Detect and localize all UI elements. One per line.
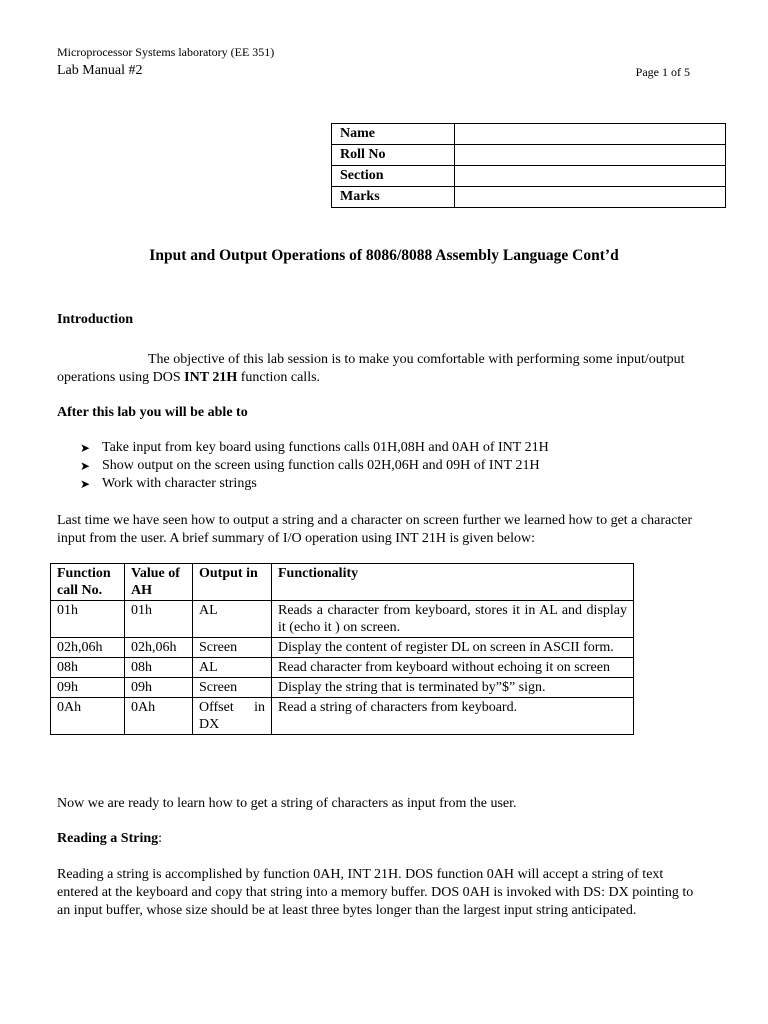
table-row <box>51 658 634 678</box>
list-item <box>80 439 549 457</box>
student-info-table <box>331 123 726 208</box>
table-row <box>51 601 634 638</box>
table-cell: 02h,06h <box>51 638 125 658</box>
page-number: Page 1 of 5 <box>635 65 690 79</box>
table-cell: Display the content of register DL on screen in ASCII form. <box>272 638 634 658</box>
info-row-marks <box>332 187 726 208</box>
table-cell: AL <box>193 601 272 638</box>
arrow-bullet-icon: ➤ <box>80 459 91 473</box>
table-cell: Read character from keyboard without echoing it on screen <box>272 658 634 678</box>
column-header: Function call No. <box>51 564 125 601</box>
info-row-section <box>332 166 726 187</box>
table-header-row <box>51 564 634 601</box>
table-cell: 08h <box>51 658 125 678</box>
column-header: Output in <box>193 564 272 601</box>
table-cell: 09h <box>125 678 193 698</box>
table-cell: Reads a character from keyboard, stores it in AL and display it (echo it ) on screen. <box>272 601 634 638</box>
lab-manual-header: Lab Manual #2 <box>57 63 143 78</box>
table-cell: 0Ah <box>51 698 125 735</box>
intro-text-before: The objective of this lab session is to make you comfortable with performing some input/output operations using DOS <box>57 352 685 385</box>
reading-heading-line <box>57 831 162 847</box>
info-value <box>455 124 726 145</box>
outcomes-list <box>80 439 549 493</box>
info-label: Name <box>332 124 455 145</box>
list-item-text: Show output on the screen using function calls 02H,06H and 09H of INT 21H <box>102 458 540 473</box>
table-cell: AL <box>193 658 272 678</box>
table-cell: Display the string that is terminated by”$” sign. <box>272 678 634 698</box>
list-item <box>80 457 549 475</box>
info-value <box>455 145 726 166</box>
arrow-bullet-icon: ➤ <box>80 441 91 455</box>
io-summary-table <box>50 563 634 735</box>
list-item-text: Take input from key board using functions calls 01H,08H and 0AH of INT 21H <box>102 440 549 455</box>
info-value <box>455 187 726 208</box>
table-cell: 0Ah <box>125 698 193 735</box>
table-cell: Screen <box>193 678 272 698</box>
table-cell: 09h <box>51 678 125 698</box>
intro-heading: Introduction <box>57 312 133 327</box>
info-row-roll <box>332 145 726 166</box>
summary-paragraph: Last time we have seen how to output a string and a character on screen further we learned how to get a character input from the user. A brief summary of I/O operation using INT 21H is given below: <box>57 513 693 546</box>
reading-heading: Reading a String <box>57 831 159 846</box>
info-label: Section <box>332 166 455 187</box>
intro-bold: INT 21H <box>184 370 238 385</box>
table-cell: Offset in DX <box>193 698 272 735</box>
reading-paragraph: Reading a string is accomplished by function 0AH, INT 21H. DOS function 0AH will accept a string of text entered at the keyboard and copy that string into a memory buffer. DOS 0AH is invoked with DS: DX pointing to an input buffer, whose size should be at least three bytes longer than the largest input string anticipated. <box>57 867 694 918</box>
info-value <box>455 166 726 187</box>
table-row <box>51 638 634 658</box>
intro-paragraph <box>57 351 707 387</box>
table-cell: 01h <box>125 601 193 638</box>
info-label: Roll No <box>332 145 455 166</box>
table-row <box>51 698 634 735</box>
table-cell: Read a string of characters from keyboard. <box>272 698 634 735</box>
table-cell: 01h <box>51 601 125 638</box>
table-cell: 08h <box>125 658 193 678</box>
list-item <box>80 475 549 493</box>
column-header: Value of AH <box>125 564 193 601</box>
info-row-name <box>332 124 726 145</box>
arrow-bullet-icon: ➤ <box>80 477 91 491</box>
ready-paragraph: Now we are ready to learn how to get a string of characters as input from the user. <box>57 796 517 811</box>
table-cell: 02h,06h <box>125 638 193 658</box>
outcomes-heading: After this lab you will be able to <box>57 405 248 420</box>
intro-text-after: function calls. <box>237 370 321 385</box>
table-row <box>51 678 634 698</box>
table-cell: Screen <box>193 638 272 658</box>
document-title: Input and Output Operations of 8086/8088 Assembly Language Cont’d <box>149 247 619 264</box>
reading-heading-colon: : <box>158 831 163 846</box>
column-header: Functionality <box>272 564 634 601</box>
info-label: Marks <box>332 187 455 208</box>
list-item-text: Work with character strings <box>102 476 257 491</box>
course-header: Microprocessor Systems laboratory (EE 351) <box>57 45 275 59</box>
